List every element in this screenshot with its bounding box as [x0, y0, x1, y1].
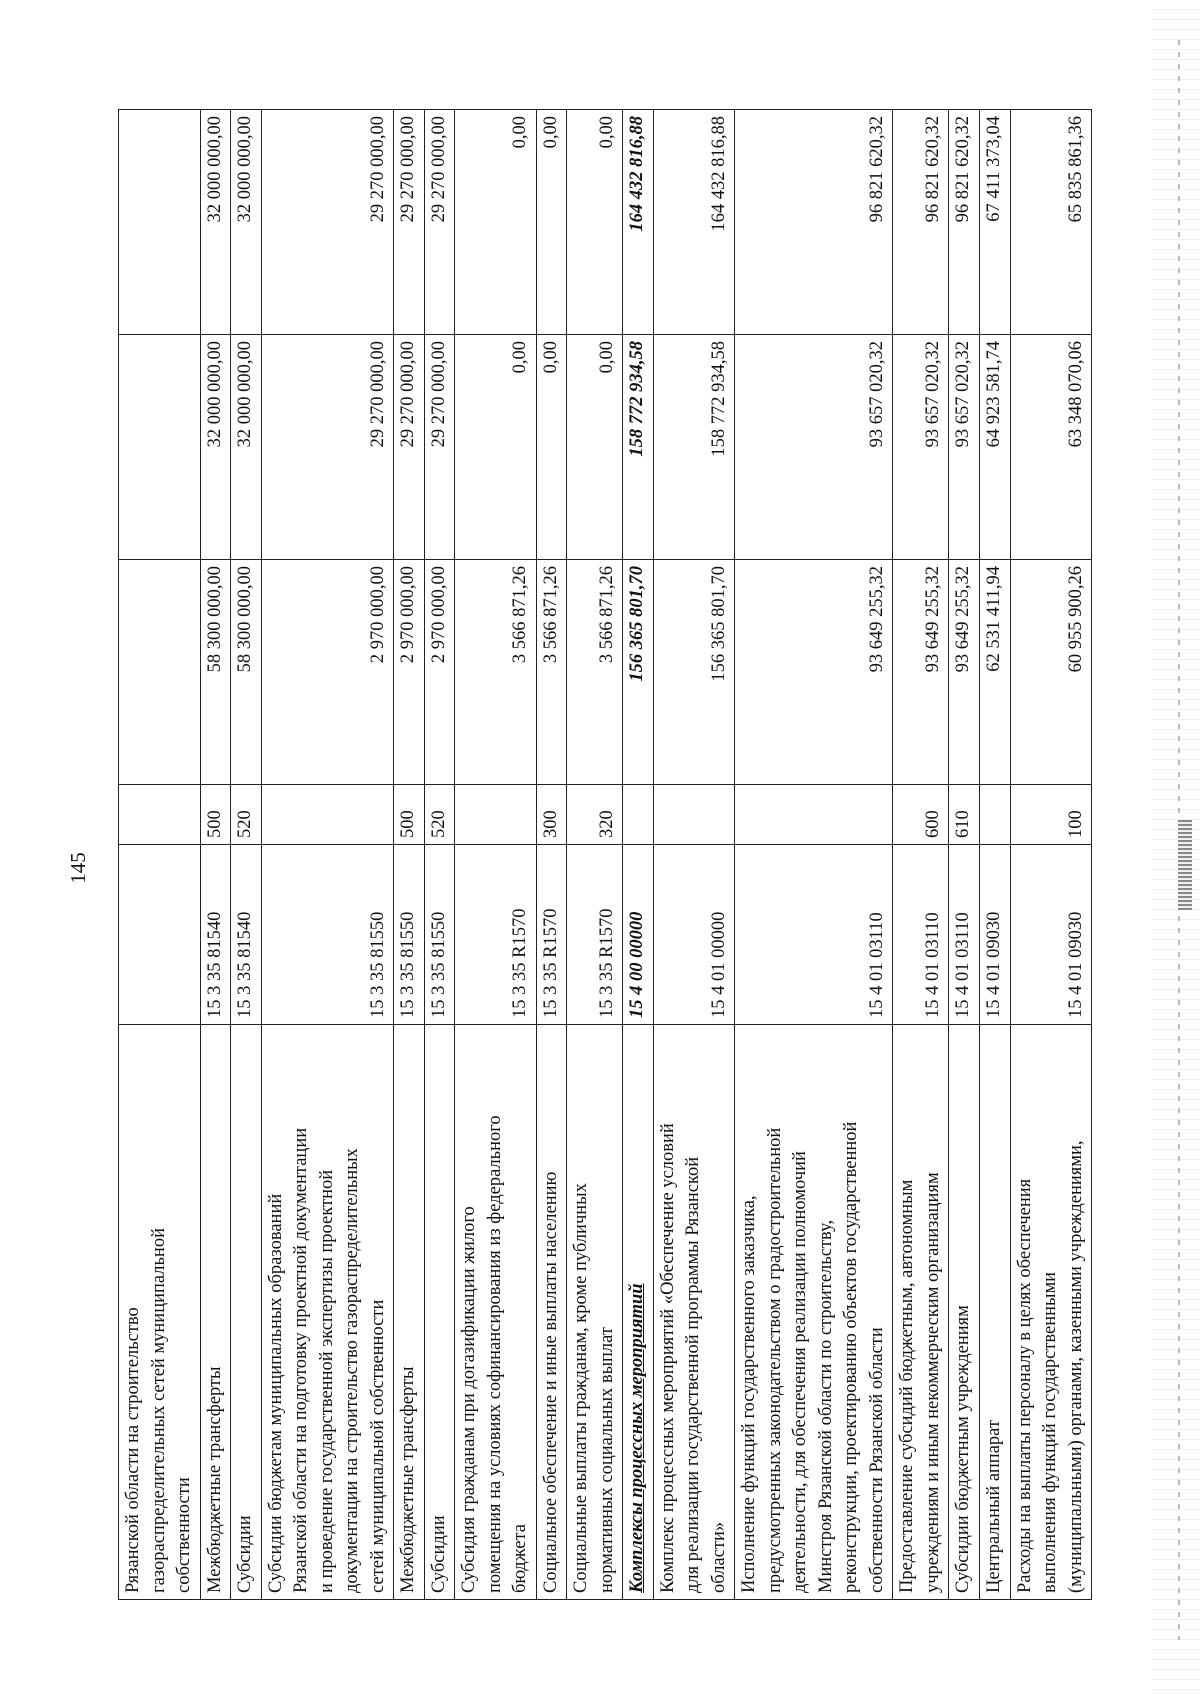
- target-article-code: 15 3 35 R1570: [567, 845, 623, 1025]
- row-description: Расходы на выплаты персоналу в целях обеспечения выполнения функций государственными (муниципальными) органами, казенными учреждениями,: [1010, 1025, 1092, 1600]
- amount-year-3: 29 270 000,00: [424, 110, 455, 335]
- row-description: Рязанской области на строительство газораспределительных сетей муниципальной собственности: [119, 1025, 201, 1600]
- row-description: Субсидии: [424, 1025, 455, 1600]
- amount-year-2: [119, 335, 201, 560]
- amount-year-1: 2 970 000,00: [261, 560, 394, 785]
- amount-year-1: 93 649 255,32: [893, 560, 949, 785]
- expense-type-code: 520: [424, 785, 455, 845]
- expense-type-code: 600: [893, 785, 949, 845]
- amount-year-1: 156 365 801,70: [653, 560, 735, 785]
- expense-type-code: 500: [200, 785, 231, 845]
- amount-year-2: 29 270 000,00: [424, 335, 455, 560]
- expense-type-code: 500: [394, 785, 425, 845]
- amount-year-1: [119, 560, 201, 785]
- table-row: [231, 110, 262, 1600]
- target-article-code: 15 4 01 03110: [735, 845, 893, 1025]
- table-row: [567, 110, 623, 1600]
- table-row: [1010, 110, 1092, 1600]
- table-row: [455, 110, 537, 1600]
- table-row: [949, 110, 980, 1600]
- amount-year-2: 32 000 000,00: [231, 335, 262, 560]
- amount-year-3: 96 821 620,32: [735, 110, 893, 335]
- row-description: Социальные выплаты гражданам, кроме публичных нормативных социальных выплат: [567, 1025, 623, 1600]
- amount-year-2: 63 348 070,06: [1010, 335, 1092, 560]
- amount-year-2: 0,00: [536, 335, 567, 560]
- amount-year-1: 58 300 000,00: [231, 560, 262, 785]
- row-description: Комплекс процессных мероприятий «Обеспечение условий для реализации государственной программы Рязанской области»: [653, 1025, 735, 1600]
- scan-edge-noise: [1152, 0, 1200, 1695]
- amount-year-2: 32 000 000,00: [200, 335, 231, 560]
- target-article-code: 15 3 35 81540: [231, 845, 262, 1025]
- table-row: [979, 110, 1010, 1600]
- amount-year-1: 2 970 000,00: [424, 560, 455, 785]
- row-description: Комплексы процессных мероприятий: [623, 1025, 654, 1600]
- target-article-code: 15 3 35 81540: [200, 845, 231, 1025]
- target-article-code: 15 3 35 R1570: [455, 845, 537, 1025]
- amount-year-3: 0,00: [455, 110, 537, 335]
- table-row: [536, 110, 567, 1600]
- amount-year-3: 96 821 620,32: [949, 110, 980, 335]
- amount-year-3: 164 432 816,88: [653, 110, 735, 335]
- table-row: [623, 110, 654, 1600]
- amount-year-3: 0,00: [567, 110, 623, 335]
- amount-year-3: 29 270 000,00: [394, 110, 425, 335]
- table-row: [394, 110, 425, 1600]
- amount-year-1: 156 365 801,70: [623, 560, 654, 785]
- expense-type-code: [653, 785, 735, 845]
- target-article-code: 15 4 01 00000: [653, 845, 735, 1025]
- amount-year-3: 0,00: [536, 110, 567, 335]
- amount-year-2: 0,00: [455, 335, 537, 560]
- rotated-table-container: [118, 110, 1088, 1600]
- table-row: [119, 110, 201, 1600]
- table-row: [200, 110, 231, 1600]
- amount-year-1: 58 300 000,00: [200, 560, 231, 785]
- budget-table: [118, 109, 1092, 1600]
- amount-year-2: 29 270 000,00: [261, 335, 394, 560]
- amount-year-2: 64 923 581,74: [979, 335, 1010, 560]
- expense-type-code: 610: [949, 785, 980, 845]
- row-description: Межбюджетные трансферты: [394, 1025, 425, 1600]
- amount-year-1: 93 649 255,32: [949, 560, 980, 785]
- expense-type-code: 300: [536, 785, 567, 845]
- row-description: Предоставление субсидий бюджетным, автономным учреждениям и иным некоммерческим организациям: [893, 1025, 949, 1600]
- amount-year-3: 96 821 620,32: [893, 110, 949, 335]
- amount-year-1: 93 649 255,32: [735, 560, 893, 785]
- expense-type-code: [119, 785, 201, 845]
- amount-year-1: 62 531 411,94: [979, 560, 1010, 785]
- table-row: [261, 110, 394, 1600]
- amount-year-3: 65 835 861,36: [1010, 110, 1092, 335]
- target-article-code: [119, 845, 201, 1025]
- row-description: Исполнение функций государственного заказчика, предусмотренных законодательством о градостроительной деятельности, для обеспечения реализации полномочий Минстроя Рязанской области по строительству, реконструкции, проектированию объектов государственной собственности Рязанской области: [735, 1025, 893, 1600]
- expense-type-code: [455, 785, 537, 845]
- amount-year-3: 32 000 000,00: [200, 110, 231, 335]
- amount-year-3: 67 411 373,04: [979, 110, 1010, 335]
- target-article-code: 15 3 35 81550: [394, 845, 425, 1025]
- amount-year-1: 3 566 871,26: [455, 560, 537, 785]
- amount-year-2: 29 270 000,00: [394, 335, 425, 560]
- row-description: Субсидии бюджетам муниципальных образований Рязанской области на подготовку проектной документации и проведение государственной экспертизы проектной документации на строительство газораспределительных сетей муниципальной собственности: [261, 1025, 394, 1600]
- amount-year-3: 32 000 000,00: [231, 110, 262, 335]
- target-article-code: 15 4 01 09030: [979, 845, 1010, 1025]
- target-article-code: 15 4 01 09030: [1010, 845, 1092, 1025]
- expense-type-code: [979, 785, 1010, 845]
- row-description: Межбюджетные трансферты: [200, 1025, 231, 1600]
- amount-year-2: 93 657 020,32: [735, 335, 893, 560]
- scan-barcode-mark: [1178, 820, 1192, 910]
- row-description: Социальное обеспечение и иные выплаты населению: [536, 1025, 567, 1600]
- amount-year-2: 158 772 934,58: [623, 335, 654, 560]
- amount-year-1: 3 566 871,26: [536, 560, 567, 785]
- table-row: [424, 110, 455, 1600]
- amount-year-3: 29 270 000,00: [261, 110, 394, 335]
- amount-year-1: 60 955 900,26: [1010, 560, 1092, 785]
- target-article-code: 15 4 00 00000: [623, 845, 654, 1025]
- expense-type-code: [261, 785, 394, 845]
- target-article-code: 15 3 35 R1570: [536, 845, 567, 1025]
- row-description: Субсидии: [231, 1025, 262, 1600]
- target-article-code: 15 3 35 81550: [424, 845, 455, 1025]
- amount-year-2: 93 657 020,32: [949, 335, 980, 560]
- table-body: [119, 110, 1092, 1600]
- amount-year-2: 158 772 934,58: [653, 335, 735, 560]
- amount-year-3: [119, 110, 201, 335]
- target-article-code: 15 3 35 81550: [261, 845, 394, 1025]
- amount-year-2: 0,00: [567, 335, 623, 560]
- amount-year-1: 2 970 000,00: [394, 560, 425, 785]
- row-description: Субсидии бюджетным учреждениям: [949, 1025, 980, 1600]
- table-row: [893, 110, 949, 1600]
- amount-year-3: 164 432 816,88: [623, 110, 654, 335]
- expense-type-code: 320: [567, 785, 623, 845]
- expense-type-code: 100: [1010, 785, 1092, 845]
- target-article-code: 15 4 01 03110: [949, 845, 980, 1025]
- expense-type-code: [735, 785, 893, 845]
- expense-type-code: [623, 785, 654, 845]
- page-number: 145: [65, 852, 90, 884]
- amount-year-2: 93 657 020,32: [893, 335, 949, 560]
- row-description: Субсидия гражданам при догазификации жилого помещения на условиях софинансирования из федерального бюджета: [455, 1025, 537, 1600]
- table-row: [653, 110, 735, 1600]
- expense-type-code: 520: [231, 785, 262, 845]
- row-description: Центральный аппарат: [979, 1025, 1010, 1600]
- table-row: [735, 110, 893, 1600]
- amount-year-1: 3 566 871,26: [567, 560, 623, 785]
- target-article-code: 15 4 01 03110: [893, 845, 949, 1025]
